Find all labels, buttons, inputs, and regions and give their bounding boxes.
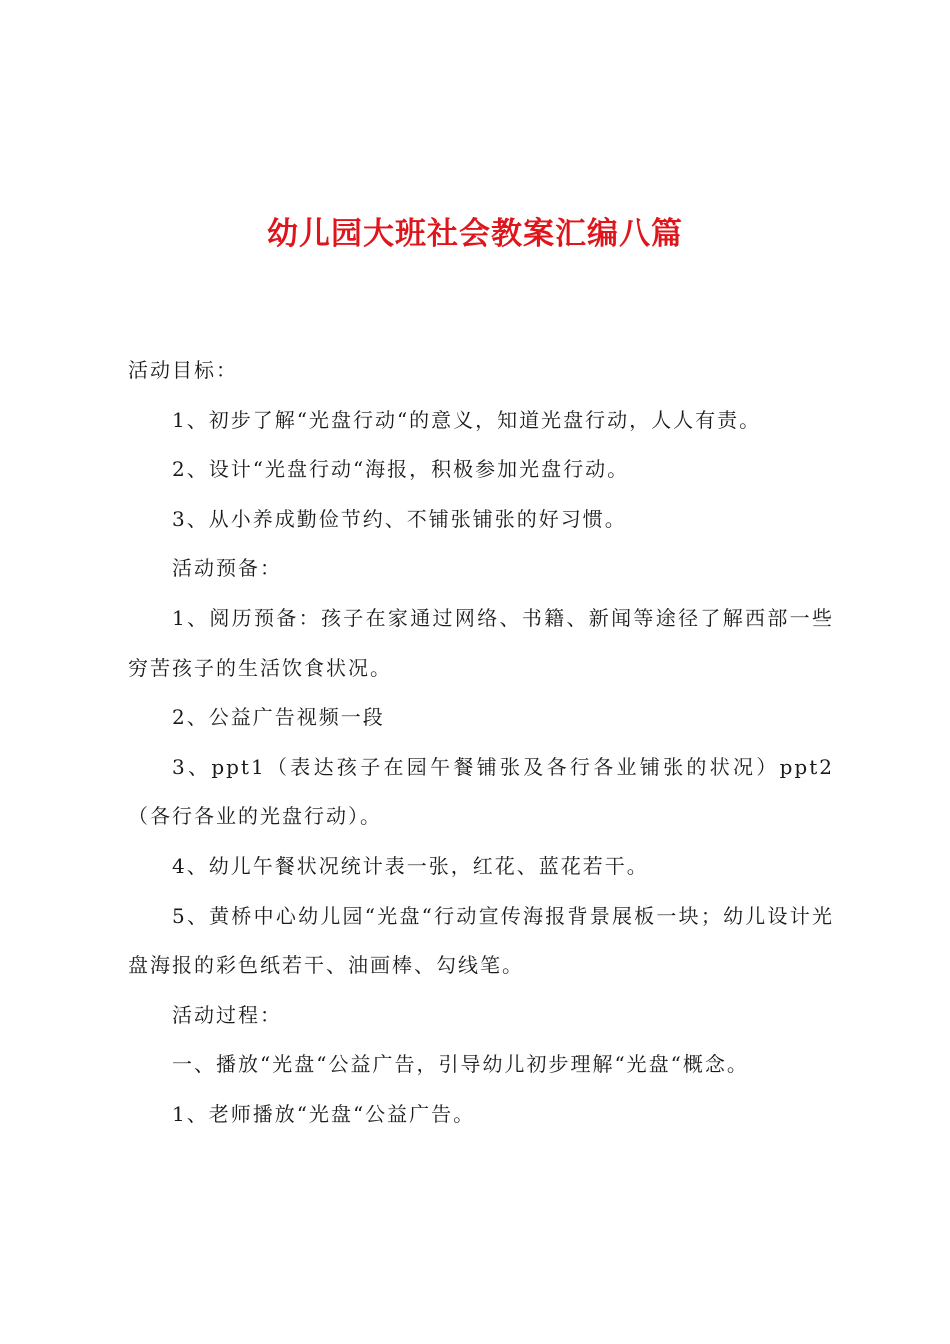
process-substep-1: 1、老师播放“光盘“公益广告。 xyxy=(172,1101,476,1126)
preparation-item-3: 3、ppt1（表达孩子在园午餐铺张及各行各业铺张的状况）ppt2（各行各业的光盘行动）。 xyxy=(128,754,834,829)
preparation-item-2: 2、公益广告视频一段 xyxy=(172,705,385,730)
section-heading-process: 活动过程： xyxy=(172,1002,282,1027)
process-step-1: 一、播放“光盘“公益广告，引导幼儿初步理解“光盘“概念。 xyxy=(172,1052,749,1077)
goal-item-3: 3、从小养成勤俭节约、不铺张铺张的好习惯。 xyxy=(172,506,627,531)
section-heading-preparation: 活动预备： xyxy=(172,556,282,581)
goal-item-1: 1、初步了解“光盘行动“的意义，知道光盘行动，人人有责。 xyxy=(172,407,762,432)
preparation-item-5: 5、黄桥中心幼儿园“光盘“行动宣传海报背景展板一块；幼儿设计光盘海报的彩色纸若干、油画棒、勾线笔。 xyxy=(128,903,834,978)
section-heading-goals: 活动目标： xyxy=(128,358,238,382)
goal-item-2: 2、设计“光盘行动“海报，积极参加光盘行动。 xyxy=(172,457,630,482)
document-title: 幼儿园大班社会教案汇编八篇 xyxy=(267,216,683,252)
document-body xyxy=(128,346,834,1140)
preparation-item-1: 1、阅历预备：孩子在家通过网络、书籍、新闻等途径了解西部一些穷苦孩子的生活饮食状况。 xyxy=(128,605,834,680)
preparation-item-4: 4、幼儿午餐状况统计表一张，红花、蓝花若干。 xyxy=(172,853,649,878)
